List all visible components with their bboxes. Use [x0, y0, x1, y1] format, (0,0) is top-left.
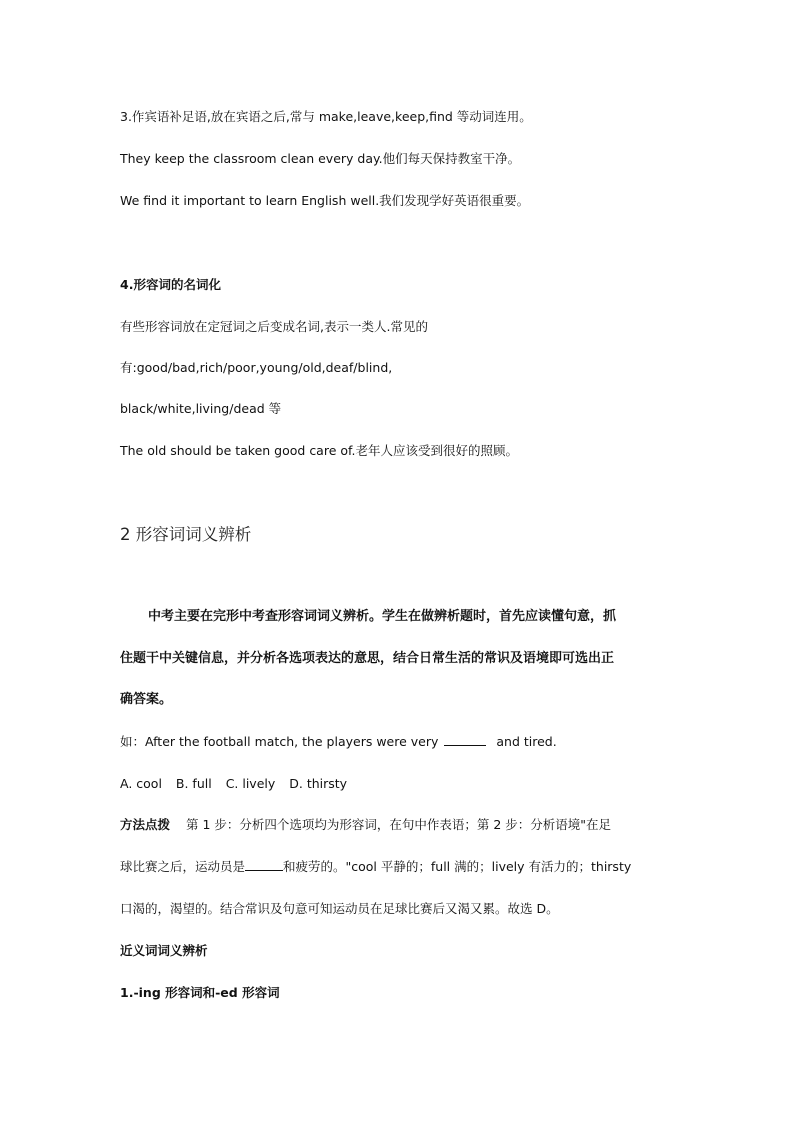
- option-b: B. full: [175, 776, 212, 791]
- option-a: A. cool: [120, 776, 162, 791]
- section-heading-adjective-meaning: 2 形容词词义辨析: [120, 525, 252, 544]
- section-heading-nominalization: 4.形容词的名词化: [120, 277, 221, 292]
- answer-options: [120, 775, 347, 793]
- method-blank: [245, 858, 283, 871]
- text-line-example-find: We find it important to learn English well.我们发现学好英语很重要。: [120, 193, 530, 208]
- example-question-prefix: 如：After the football match, the players were very: [120, 734, 439, 749]
- method-text-2b: 和疲劳的。"cool 平静的；full 满的；lively 有活力的；thirsty: [283, 859, 632, 874]
- paragraph-line-3: 确答案。: [120, 692, 173, 707]
- text-line-nominalization-list-2: black/white,living/dead 等: [120, 401, 282, 416]
- answer-blank: [444, 733, 486, 746]
- method-line-2: [120, 858, 631, 876]
- section-heading-synonyms: 近义词词义辨析: [120, 943, 208, 958]
- method-line-3: 口渴的，渴望的。结合常识及句意可知运动员在足球比赛后又渴又累。故选 D。: [120, 901, 559, 916]
- option-c: C. lively: [225, 776, 276, 791]
- text-line-example-old: The old should be taken good care of.老年人应该受到很好的照顾。: [120, 443, 518, 458]
- text-line-example-keep: They keep the classroom clean every day.他们每天保持教室干净。: [120, 151, 521, 166]
- example-question: [120, 733, 557, 751]
- method-line-1: [120, 816, 611, 834]
- example-question-suffix: and tired.: [496, 734, 557, 749]
- method-text-1: 第 1 步：分析四个选项均为形容词，在句中作表语；第 2 步：分析语境"在足: [185, 817, 612, 832]
- option-d: D. thirsty: [289, 776, 348, 791]
- paragraph-line-1: 中考主要在完形中考查形容词词义辨析。学生在做辨析题时，首先应读懂句意，抓: [148, 609, 617, 624]
- method-text-2a: 球比赛之后，运动员是: [120, 859, 246, 874]
- paragraph-line-2: 住题干中关键信息，并分析各选项表达的意思，结合日常生活的常识及语境即可选出正: [120, 651, 615, 666]
- text-line-nominalization-list-1: 有:good/bad,rich/poor,young/old,deaf/blind,: [120, 360, 393, 375]
- section-heading-ing-ed: 1.-ing 形容词和-ed 形容词: [120, 985, 280, 1000]
- method-label: 方法点拨: [120, 817, 171, 832]
- text-line-object-complement: 3.作宾语补足语,放在宾语之后,常与 make,leave,keep,find 等动词连用。: [120, 109, 532, 124]
- text-line-nominalization-desc: 有些形容词放在定冠词之后变成名词,表示一类人.常见的: [120, 319, 428, 334]
